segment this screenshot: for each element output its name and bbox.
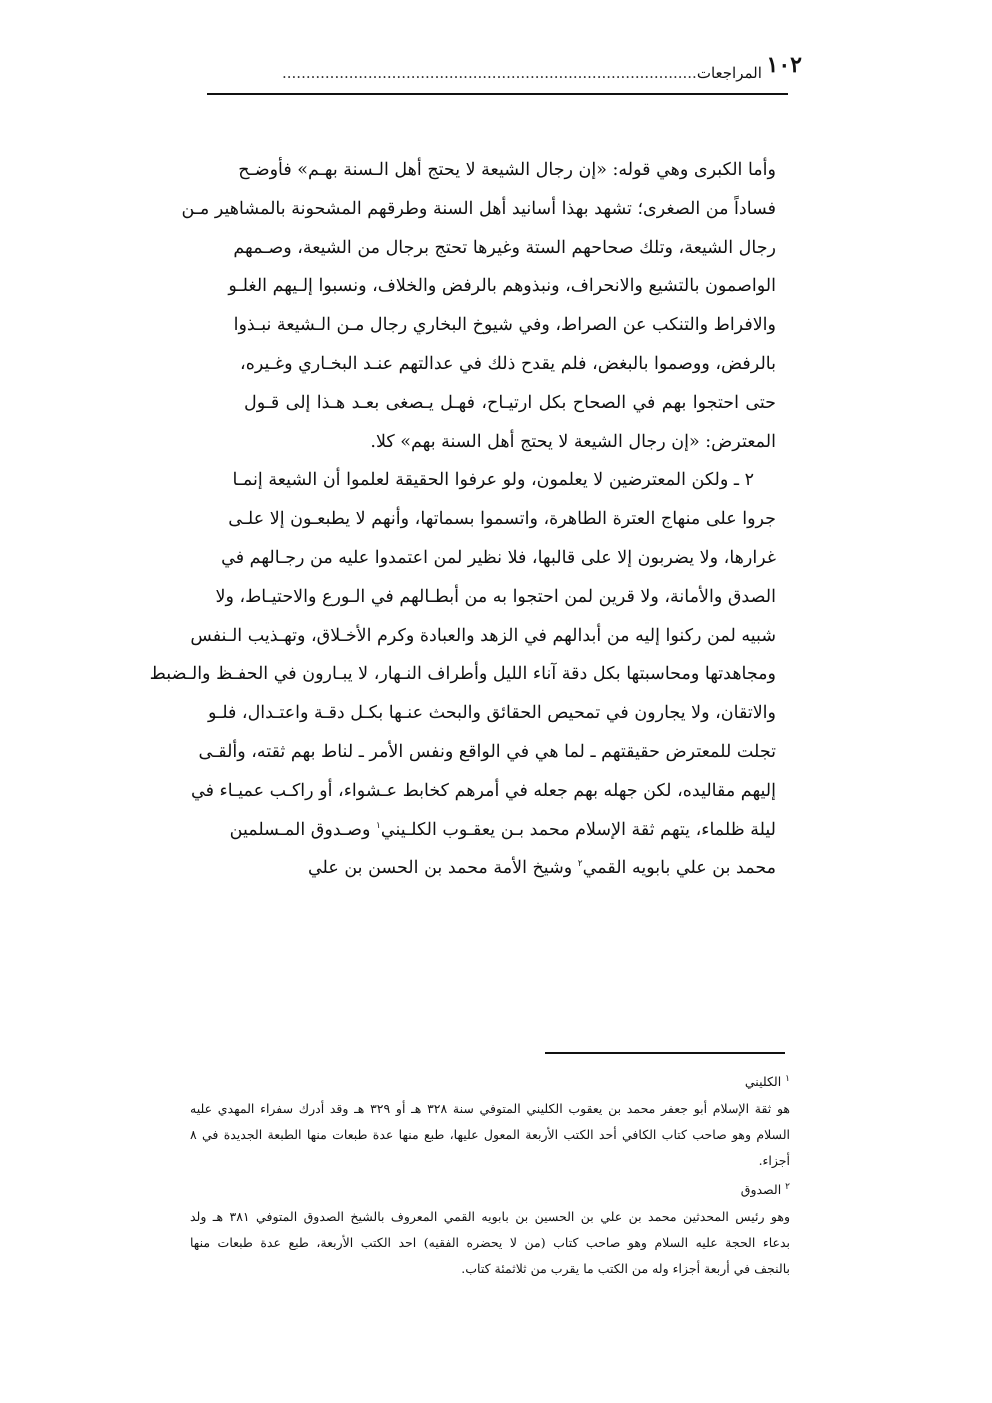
body-line [229,819,776,859]
body-line: الواصمون بالتشيع والانحراف، ونبذوهم بالرفض والخلاف، ونسبوا إلـيهم الغلـو [228,276,776,297]
body-line: جروا على منهاج العترة الطاهرة، واتسموا بسماتها، وأنهم لا يطبعـون إلا علـى [228,509,776,530]
body-line-text: ليلة ظلماء، يتهم ثقة الإسلام محمد بـن يعقـوب الكلـيني [380,819,776,840]
footnote-separator [545,1052,785,1054]
footnote-ref-2[interactable]: ٢ [577,859,583,870]
body-line-text: وشيخ الأمة محمد بن الحسن بن علي [307,858,573,879]
footnote-2-line: بدعاء الحجة عليه السلام وهو صاحب كتاب (من لا يحضره الفقيه) احد الكتب الأربعة، طبع عدة طبعات منها [190,1235,790,1250]
footnote-2-heading [190,1174,790,1204]
footnote-2-line: وهو رئيس المحدثين محمد بن علي بن الحسين بن بابويه القمي المعروف بالشيخ الصدوق المتوفي ٣٨١ هـ ولد [190,1209,790,1224]
footnote-1-line: أجزاء. [758,1153,790,1168]
header-leader-dots: ....................................................................................... [282,64,697,82]
footnote-1-line: هو ثقة الإسلام أبو جعفر محمد بن يعقوب الكليني المتوفي سنة ٣٢٨ هـ أو ٣٢٩ هـ وقد أدرك سفراء المهدي عليه [190,1101,791,1116]
footnote-2-line: بالنجف في أربعة أجزاء وله من الكتب ما يقرب من ثلاثمئة كتاب. [461,1261,790,1276]
body-line: والافراط والتنكب عن الصراط، وفي شيوخ البخاري رجال مـن الـشيعة نبـذوا [233,315,776,336]
body-line: رجال الشيعة، وتلك صحاحهم الستة وغيرها تحتج برجال من الشيعة، وصـمهم [233,237,776,258]
body-line: شبيه لمن ركنوا إليه من أبدالهم في الزهد والعبادة وكرم الأخـلاق، وتهـذيب الـنفس [190,625,776,646]
body-line: بالرفض، ووصموا بالبغض، فلم يقدح ذلك في عدالتهم عنـد البخـاري وغـيره، [240,353,776,374]
body-line: تجلت للمعترض حقيقتهم ـ لما هي في الواقع ونفس الأمر ـ لناط بهم ثقته، وألقـى [198,741,776,762]
body-line: الصدق والأمانة، ولا قرين لمن احتجوا به من أبطـالهم في الـورع والاحتيـاط، ولا [215,586,776,607]
running-title [282,64,762,82]
body-line: والاتقان، ولا يجارون في تمحيص الحقائق والبحث عنـها بكـل دقـة واعتـدال، فلـو [208,703,776,724]
body-line: فساداً من الصغرى؛ تشهد بهذا أسانيد أهل السنة وطرقهم المشحونة بالمشاهير مـن [181,198,776,219]
body-text [149,160,776,897]
body-line: حتى احتجوا بهم في الصحاح بكل ارتيـاح، فهـل يـصغى بعـد هـذا إلى قـول [244,392,776,413]
page-number: ١٠٢ [766,52,802,78]
page-header [208,52,802,92]
body-line-text: وصـدوق المـسلمين [229,819,371,840]
footnote-2-marker: ٢ [785,1182,790,1192]
footnote-1-line: السلام وهو صاحب كتاب الكافي أحد الكتب الأربعة المعول عليها، طبع منها عدة طبعات منها الطبعة الجديدة في ٨ [190,1127,790,1142]
body-line: ومجاهدتها ومحاسبتها بكل دقة آناء الليل وأطراف النـهار، لا يبـارون في الحفـظ والـضبط [149,664,776,685]
body-line: إليهم مقاليده، لكن جهله بهم جعله في أمرهم كخابط عـشواء، أو راكـب عميـاء في [191,780,776,801]
footnote-2-title: الصدوق [740,1182,782,1198]
footnote-1-heading [190,1066,790,1096]
body-line: وأما الكبرى وهي قوله: «إن رجال الشيعة لا يحتج أهل الـسنة بهـم» فأوضـح [238,160,776,180]
body-line: ٢ ـ ولكن المعترضين لا يعلمون، ولو عرفوا الحقيقة لعلموا أن الشيعة إنمـا [232,470,754,491]
body-line [244,858,776,897]
footnote-1-title: الكليني [744,1074,782,1090]
body-line: غرارها، ولا يضربون إلا على قالبها، فلا نظير لمن اعتمدوا عليه من رجـالهم في [221,547,776,568]
footnote-1-marker: ١ [785,1074,790,1084]
body-line-text: محمد بن علي بابويه القمي [582,858,776,879]
footnotes [190,1066,790,1282]
running-title-text: المراجعات [696,64,762,82]
body-line: المعترض: «إن رجال الشيعة لا يحتج أهل السنة بهم» كلا. [370,431,776,452]
footnote-ref-1[interactable]: ١ [376,820,381,831]
header-rule [207,93,788,95]
